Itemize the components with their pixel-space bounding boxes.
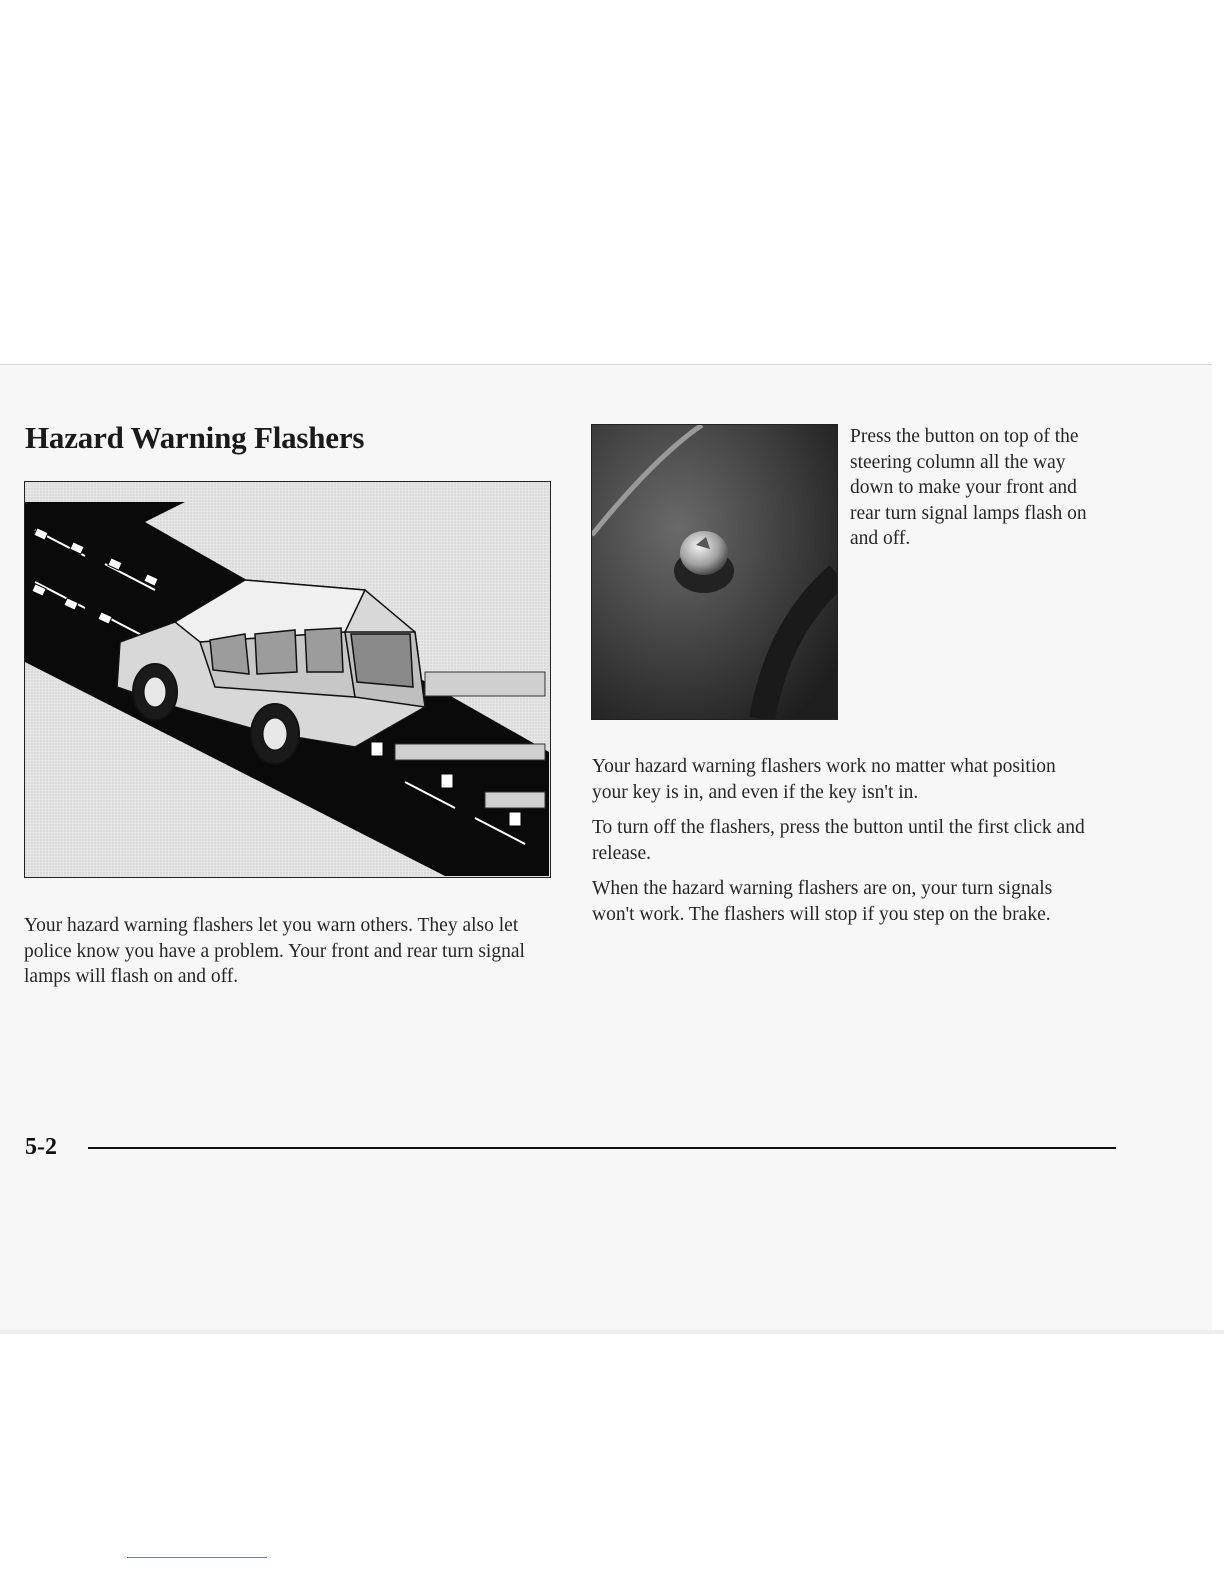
page-title: Hazard Warning Flashers xyxy=(25,420,365,455)
suv-road-illustration xyxy=(24,481,551,878)
hazard-button-photo xyxy=(591,424,838,720)
page-edge xyxy=(0,1330,1224,1334)
intro-paragraph: Your hazard warning flashers let you warn others. They also let police know you have a problem. Your front and rear turn signal lamps will flash on and off. xyxy=(24,915,525,987)
footer-rule xyxy=(88,1147,1116,1149)
suv-road-icon xyxy=(25,482,549,876)
paragraph-key-position: Your hazard warning flashers work no matter what position your key is in, and even if the key isn't in. xyxy=(592,756,1056,803)
figure-caption: Press the button on top of the steering column all the way down to make your front and rear turn signal lamps flash on and off. xyxy=(850,426,1087,549)
page-number: 5-2 xyxy=(25,1134,57,1160)
paragraph-turn-off: To turn off the flashers, press the button until the first click and release. xyxy=(592,817,1085,864)
paragraph-brake: When the hazard warning flashers are on, your turn signals won't work. The flashers will stop if you step on the brake. xyxy=(592,878,1053,925)
hazard-button-icon xyxy=(592,425,838,719)
bottom-divider xyxy=(127,1557,267,1558)
